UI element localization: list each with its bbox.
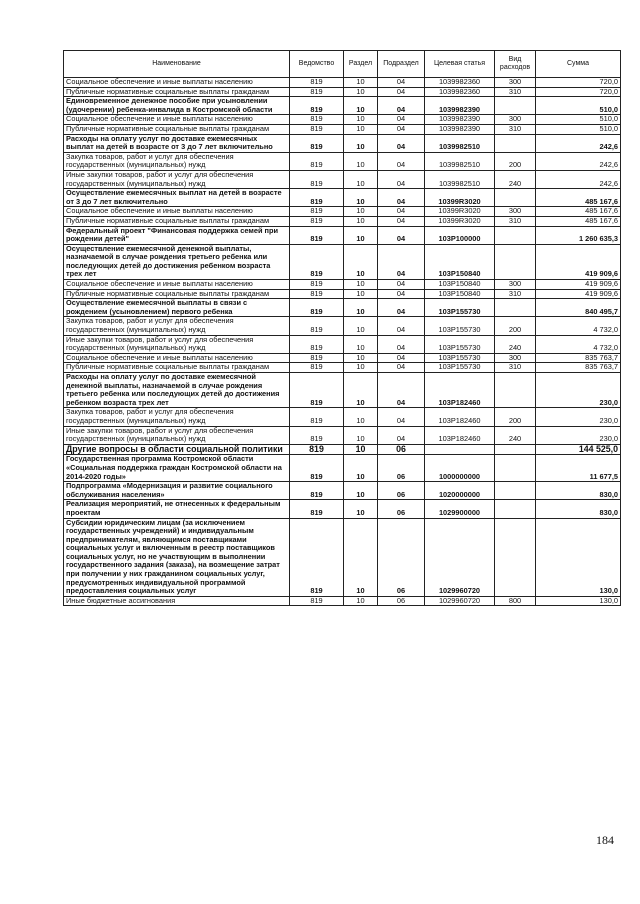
row-podrazdel: 04 (378, 152, 425, 170)
table-row (64, 152, 621, 170)
row-name: Публичные нормативные социальные выплаты гражданам (64, 363, 290, 373)
row-razdel: 10 (344, 189, 378, 207)
table-row (64, 335, 621, 353)
row-summa: 242,6 (536, 170, 621, 188)
row-summa: 720,0 (536, 78, 621, 88)
row-vid-raskhodov: 310 (495, 124, 536, 134)
table-header-row (64, 51, 621, 78)
table-row (64, 596, 621, 606)
row-vid-raskhodov: 310 (495, 289, 536, 299)
table-row (64, 444, 621, 455)
row-celevaya-statya: 1039982510 (425, 134, 495, 152)
table-row (64, 216, 621, 226)
row-name: Социальное обеспечение и иные выплаты населению (64, 353, 290, 363)
row-celevaya-statya: 1020000000 (425, 482, 495, 500)
row-celevaya-statya: 1039982510 (425, 152, 495, 170)
row-razdel: 10 (344, 216, 378, 226)
row-summa: 419 909,6 (536, 289, 621, 299)
row-name: Другие вопросы в области социальной политики (64, 444, 290, 455)
row-podrazdel: 06 (378, 444, 425, 455)
row-name: Расходы на оплату услуг по доставке ежемесячной денежной выплаты, назначаемой в случае рождения третьего ребенка или последующих детей до достижения ребенком возраста трех лет (64, 373, 290, 408)
table-body (64, 78, 621, 606)
row-name: Социальное обеспечение и иные выплаты населению (64, 280, 290, 290)
row-vedomstvo: 819 (290, 482, 344, 500)
row-summa: 835 763,7 (536, 353, 621, 363)
row-celevaya-statya: 10399R3020 (425, 216, 495, 226)
row-summa: 1 260 635,3 (536, 226, 621, 244)
row-name: Социальное обеспечение и иные выплаты населению (64, 207, 290, 217)
row-razdel: 10 (344, 299, 378, 317)
row-vedomstvo: 819 (290, 596, 344, 606)
budget-table (63, 50, 621, 606)
row-name: Закупка товаров, работ и услуг для обеспечения государственных (муниципальных) нужд (64, 152, 290, 170)
row-summa: 510,0 (536, 124, 621, 134)
row-name: Реализация мероприятий, не отнесенных к федеральным проектам (64, 500, 290, 518)
row-celevaya-statya: 1029960720 (425, 596, 495, 606)
row-name: Закупка товаров, работ и услуг для обеспечения государственных (муниципальных) нужд (64, 317, 290, 335)
row-vid-raskhodov: 310 (495, 216, 536, 226)
row-vedomstvo: 819 (290, 226, 344, 244)
budget-table-sheet (63, 50, 620, 606)
row-vedomstvo: 819 (290, 189, 344, 207)
row-podrazdel: 04 (378, 216, 425, 226)
row-vedomstvo: 819 (290, 207, 344, 217)
row-podrazdel: 06 (378, 500, 425, 518)
row-razdel: 10 (344, 426, 378, 444)
table-row (64, 299, 621, 317)
row-celevaya-statya: 1000000000 (425, 455, 495, 482)
table-row (64, 244, 621, 279)
row-name: Социальное обеспечение и иные выплаты населению (64, 78, 290, 88)
row-vedomstvo: 819 (290, 134, 344, 152)
row-summa: 242,6 (536, 134, 621, 152)
row-name: Публичные нормативные социальные выплаты гражданам (64, 124, 290, 134)
row-summa: 510,0 (536, 115, 621, 125)
row-celevaya-statya: 103P155730 (425, 299, 495, 317)
row-razdel: 10 (344, 280, 378, 290)
row-razdel: 10 (344, 482, 378, 500)
row-razdel: 10 (344, 124, 378, 134)
table-row (64, 408, 621, 426)
row-podrazdel: 04 (378, 408, 425, 426)
row-vedomstvo: 819 (290, 170, 344, 188)
row-vedomstvo: 819 (290, 408, 344, 426)
table-row (64, 78, 621, 88)
row-celevaya-statya: 1039982390 (425, 97, 495, 115)
row-celevaya-statya: 103P150840 (425, 289, 495, 299)
row-razdel: 10 (344, 226, 378, 244)
row-razdel: 10 (344, 353, 378, 363)
row-podrazdel: 04 (378, 207, 425, 217)
row-summa: 11 677,5 (536, 455, 621, 482)
row-podrazdel: 04 (378, 124, 425, 134)
row-name: Подпрограмма «Модернизация и развитие социального обслуживания населения» (64, 482, 290, 500)
row-vedomstvo: 819 (290, 317, 344, 335)
row-podrazdel: 06 (378, 482, 425, 500)
row-summa: 485 167,6 (536, 207, 621, 217)
row-podrazdel: 04 (378, 97, 425, 115)
row-vid-raskhodov: 310 (495, 363, 536, 373)
row-vedomstvo: 819 (290, 299, 344, 317)
row-razdel: 10 (344, 152, 378, 170)
row-podrazdel: 06 (378, 455, 425, 482)
row-podrazdel: 04 (378, 363, 425, 373)
row-razdel: 10 (344, 518, 378, 596)
row-celevaya-statya: 103P182460 (425, 426, 495, 444)
row-vedomstvo: 819 (290, 87, 344, 97)
row-celevaya-statya: 1039982390 (425, 115, 495, 125)
row-podrazdel: 04 (378, 373, 425, 408)
row-celevaya-statya: 1039982390 (425, 124, 495, 134)
row-razdel: 10 (344, 408, 378, 426)
row-vid-raskhodov: 300 (495, 207, 536, 217)
row-vid-raskhodov (495, 189, 536, 207)
row-summa: 4 732,0 (536, 317, 621, 335)
table-row (64, 97, 621, 115)
row-razdel: 10 (344, 335, 378, 353)
row-razdel: 10 (344, 244, 378, 279)
table-row (64, 124, 621, 134)
row-vid-raskhodov: 200 (495, 152, 536, 170)
header-vedomstvo: Ведомство (290, 51, 344, 78)
row-vid-raskhodov (495, 500, 536, 518)
row-razdel: 10 (344, 207, 378, 217)
row-name: Осуществление ежемесячной выплаты в связи с рождением (усыновлением) первого ребенка (64, 299, 290, 317)
row-celevaya-statya (425, 444, 495, 455)
table-row (64, 170, 621, 188)
row-podrazdel: 06 (378, 518, 425, 596)
row-summa: 485 167,6 (536, 189, 621, 207)
row-vedomstvo: 819 (290, 289, 344, 299)
row-podrazdel: 04 (378, 189, 425, 207)
row-name: Единовременное денежное пособие при усыновлении (удочерении) ребенка-инвалида в Костромской области (64, 97, 290, 115)
row-vid-raskhodov (495, 373, 536, 408)
row-vid-raskhodov: 310 (495, 87, 536, 97)
row-podrazdel: 06 (378, 596, 425, 606)
row-summa: 130,0 (536, 596, 621, 606)
row-name: Осуществление ежемесячных выплат на детей в возрасте от 3 до 7 лет включительно (64, 189, 290, 207)
row-razdel: 10 (344, 78, 378, 88)
row-vid-raskhodov (495, 134, 536, 152)
row-summa: 830,0 (536, 500, 621, 518)
header-razdel: Раздел (344, 51, 378, 78)
row-podrazdel: 04 (378, 170, 425, 188)
row-podrazdel: 04 (378, 280, 425, 290)
row-vid-raskhodov: 300 (495, 353, 536, 363)
row-celevaya-statya: 103P182460 (425, 408, 495, 426)
row-celevaya-statya: 103P150840 (425, 280, 495, 290)
row-name: Иные закупки товаров, работ и услуг для обеспечения государственных (муниципальных) нужд (64, 426, 290, 444)
row-vid-raskhodov (495, 226, 536, 244)
row-summa: 130,0 (536, 518, 621, 596)
header-vid-raskhodov: Вид расходов (495, 51, 536, 78)
row-celevaya-statya: 1029960720 (425, 518, 495, 596)
row-summa: 485 167,6 (536, 216, 621, 226)
row-summa: 510,0 (536, 97, 621, 115)
row-razdel: 10 (344, 115, 378, 125)
table-row (64, 455, 621, 482)
table-row (64, 189, 621, 207)
row-razdel: 10 (344, 97, 378, 115)
row-vid-raskhodov: 200 (495, 317, 536, 335)
row-name: Публичные нормативные социальные выплаты гражданам (64, 216, 290, 226)
row-podrazdel: 04 (378, 426, 425, 444)
row-celevaya-statya: 103P182460 (425, 373, 495, 408)
row-vid-raskhodov: 800 (495, 596, 536, 606)
row-vid-raskhodov (495, 518, 536, 596)
row-summa: 230,0 (536, 408, 621, 426)
row-name: Иные бюджетные ассигнования (64, 596, 290, 606)
table-row (64, 482, 621, 500)
row-celevaya-statya: 103P155730 (425, 363, 495, 373)
row-vedomstvo: 819 (290, 353, 344, 363)
row-razdel: 10 (344, 134, 378, 152)
row-celevaya-statya: 1039982510 (425, 170, 495, 188)
row-celevaya-statya: 1029900000 (425, 500, 495, 518)
row-podrazdel: 04 (378, 134, 425, 152)
row-vid-raskhodov (495, 444, 536, 455)
header-celevaya-statya: Целевая статья (425, 51, 495, 78)
row-name: Расходы на оплату услуг по доставке ежемесячных выплат на детей в возрасте от 3 до 7 лет включительно (64, 134, 290, 152)
row-summa: 830,0 (536, 482, 621, 500)
row-celevaya-statya: 10399R3020 (425, 189, 495, 207)
row-vedomstvo: 819 (290, 444, 344, 455)
row-vedomstvo: 819 (290, 280, 344, 290)
row-name: Публичные нормативные социальные выплаты гражданам (64, 87, 290, 97)
row-razdel: 10 (344, 87, 378, 97)
row-name: Государственная программа Костромской области «Социальная поддержка граждан Костромской области на 2014-2020 годы» (64, 455, 290, 482)
row-summa: 144 525,0 (536, 444, 621, 455)
row-razdel: 10 (344, 455, 378, 482)
row-vedomstvo: 819 (290, 500, 344, 518)
row-vedomstvo: 819 (290, 152, 344, 170)
row-name: Иные закупки товаров, работ и услуг для обеспечения государственных (муниципальных) нужд (64, 335, 290, 353)
row-summa: 230,0 (536, 373, 621, 408)
row-summa: 230,0 (536, 426, 621, 444)
row-podrazdel: 04 (378, 87, 425, 97)
row-razdel: 10 (344, 170, 378, 188)
row-podrazdel: 04 (378, 244, 425, 279)
row-vedomstvo: 819 (290, 78, 344, 88)
table-row (64, 226, 621, 244)
row-razdel: 10 (344, 596, 378, 606)
row-celevaya-statya: 10399R3020 (425, 207, 495, 217)
row-razdel: 10 (344, 317, 378, 335)
row-razdel: 10 (344, 444, 378, 455)
row-vedomstvo: 819 (290, 216, 344, 226)
row-summa: 419 909,6 (536, 244, 621, 279)
row-vid-raskhodov: 240 (495, 335, 536, 353)
row-celevaya-statya: 103P155730 (425, 335, 495, 353)
row-podrazdel: 04 (378, 115, 425, 125)
row-razdel: 10 (344, 289, 378, 299)
row-vid-raskhodov: 300 (495, 78, 536, 88)
row-podrazdel: 04 (378, 299, 425, 317)
page-number: 184 (596, 833, 614, 847)
row-celevaya-statya: 103P150840 (425, 244, 495, 279)
row-vid-raskhodov (495, 299, 536, 317)
header-name: Наименование (64, 51, 290, 78)
row-vedomstvo: 819 (290, 455, 344, 482)
row-podrazdel: 04 (378, 226, 425, 244)
row-celevaya-statya: 1039982360 (425, 87, 495, 97)
row-name: Федеральный проект "Финансовая поддержка семей при рождении детей" (64, 226, 290, 244)
row-vid-raskhodov: 300 (495, 280, 536, 290)
table-row (64, 373, 621, 408)
row-name: Субсидии юридическим лицам (за исключением государственных учреждений) и индивидуальным предпринимателям, являющимся поставщиками социальных услуг и включенным в реестр поставщиков социальных услуг, но не участвующим в выполнении государственного задания (заказа), на возмещение затрат при получении у них гражданином социальных услуг, предусмотренных индивидуальной программой предоставления социальных услуг (64, 518, 290, 596)
row-vedomstvo: 819 (290, 124, 344, 134)
table-row (64, 426, 621, 444)
row-name: Осуществление ежемесячной денежной выплаты, назначаемой в случае рождения третьего ребенка или последующих детей до достижения ребенком возраста трех лет (64, 244, 290, 279)
table-row (64, 500, 621, 518)
row-vid-raskhodov (495, 97, 536, 115)
row-name: Социальное обеспечение и иные выплаты населению (64, 115, 290, 125)
row-summa: 242,6 (536, 152, 621, 170)
table-row (64, 518, 621, 596)
row-vid-raskhodov: 200 (495, 408, 536, 426)
header-podrazdel: Подраздел (378, 51, 425, 78)
row-podrazdel: 04 (378, 317, 425, 335)
row-vid-raskhodov (495, 482, 536, 500)
row-podrazdel: 04 (378, 289, 425, 299)
row-vedomstvo: 819 (290, 335, 344, 353)
row-summa: 4 732,0 (536, 335, 621, 353)
row-summa: 720,0 (536, 87, 621, 97)
row-summa: 835 763,7 (536, 363, 621, 373)
row-vedomstvo: 819 (290, 426, 344, 444)
row-vedomstvo: 819 (290, 518, 344, 596)
row-vedomstvo: 819 (290, 97, 344, 115)
row-summa: 419 909,6 (536, 280, 621, 290)
row-name: Иные закупки товаров, работ и услуг для обеспечения государственных (муниципальных) нужд (64, 170, 290, 188)
row-vedomstvo: 819 (290, 373, 344, 408)
table-row (64, 207, 621, 217)
row-razdel: 10 (344, 363, 378, 373)
row-celevaya-statya: 1039982360 (425, 78, 495, 88)
row-vid-raskhodov (495, 455, 536, 482)
row-vedomstvo: 819 (290, 363, 344, 373)
row-vid-raskhodov (495, 244, 536, 279)
row-celevaya-statya: 103P155730 (425, 317, 495, 335)
row-celevaya-statya: 103P155730 (425, 353, 495, 363)
row-razdel: 10 (344, 500, 378, 518)
row-podrazdel: 04 (378, 335, 425, 353)
table-row (64, 317, 621, 335)
row-vid-raskhodov: 240 (495, 170, 536, 188)
row-vid-raskhodov: 300 (495, 115, 536, 125)
header-summa: Сумма (536, 51, 621, 78)
row-name: Закупка товаров, работ и услуг для обеспечения государственных (муниципальных) нужд (64, 408, 290, 426)
row-vedomstvo: 819 (290, 244, 344, 279)
row-podrazdel: 04 (378, 78, 425, 88)
table-row (64, 134, 621, 152)
row-name: Публичные нормативные социальные выплаты гражданам (64, 289, 290, 299)
row-vedomstvo: 819 (290, 115, 344, 125)
row-celevaya-statya: 103P100000 (425, 226, 495, 244)
row-razdel: 10 (344, 373, 378, 408)
row-vid-raskhodov: 240 (495, 426, 536, 444)
table-row (64, 280, 621, 290)
row-podrazdel: 04 (378, 353, 425, 363)
row-summa: 840 495,7 (536, 299, 621, 317)
